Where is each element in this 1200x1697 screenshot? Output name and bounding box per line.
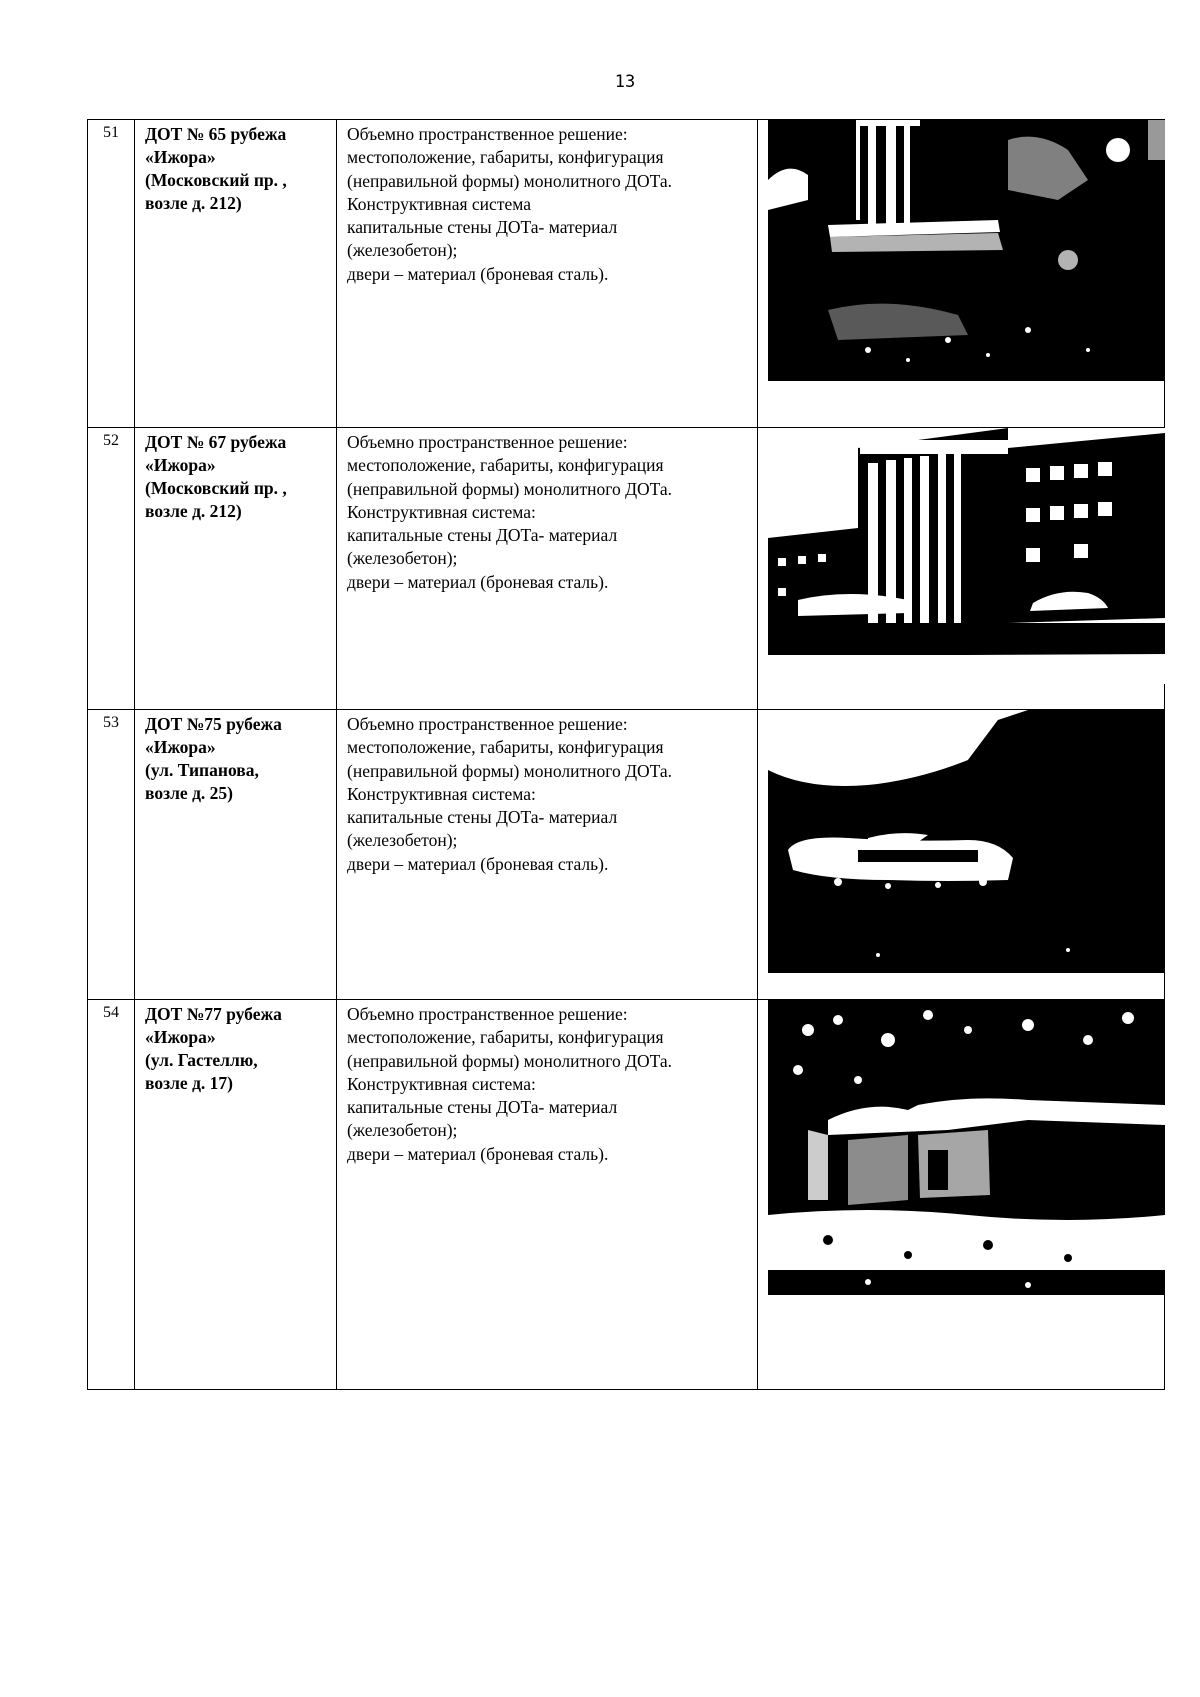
object-photo <box>768 120 1165 381</box>
name-line: ДОТ №75 рубежа <box>145 714 282 734</box>
desc-line: Объемно пространственное решение: <box>347 124 628 144</box>
desc-line: капитальные стены ДОТа- материал <box>347 525 618 546</box>
photo-cell <box>758 1000 1165 1390</box>
desc-line: двери – материал (броневая сталь). <box>347 1143 609 1164</box>
row-number: 52 <box>88 428 135 710</box>
name-line: ДОТ № 67 рубежа <box>145 432 287 452</box>
name-line: «Ижора» <box>145 147 216 167</box>
desc-line: (неправильной формы) монолитного ДОТа. <box>347 760 673 781</box>
name-line: (ул. Типанова, <box>145 760 259 780</box>
object-name <box>135 428 337 710</box>
object-photo <box>768 710 1165 973</box>
row-number: 51 <box>88 120 135 428</box>
desc-line: капитальные стены ДОТа- материал <box>347 217 618 238</box>
monuments-table <box>87 119 1165 1390</box>
desc-line: (железобетон); <box>347 240 458 261</box>
name-line: возле д. 17) <box>145 1073 234 1093</box>
name-line: (Московский пр. , <box>145 478 287 498</box>
name-line: возле д. 25) <box>145 783 234 803</box>
name-line: ДОТ №77 рубежа <box>145 1004 282 1024</box>
row-number: 54 <box>88 1000 135 1390</box>
desc-line: Объемно пространственное решение: <box>347 1004 628 1024</box>
desc-line: Конструктивная система <box>347 193 531 214</box>
desc-line: Объемно пространственное решение: <box>347 432 628 452</box>
desc-line: местоположение, габариты, конфигурация <box>347 455 664 476</box>
desc-line: местоположение, габариты, конфигурация <box>347 1027 664 1048</box>
table-row <box>88 710 1165 1000</box>
name-line: «Ижора» <box>145 455 216 475</box>
photo-cell <box>758 428 1165 710</box>
object-name <box>135 710 337 1000</box>
desc-line: (неправильной формы) монолитного ДОТа. <box>347 478 673 499</box>
table-row <box>88 428 1165 710</box>
object-name <box>135 1000 337 1390</box>
name-line: возле д. 212) <box>145 193 242 213</box>
name-line: (ул. Гастеллю, <box>145 1050 258 1070</box>
object-description <box>337 120 758 428</box>
table-row <box>88 1000 1165 1390</box>
object-description <box>337 1000 758 1390</box>
object-photo <box>768 1000 1165 1295</box>
photo-cell <box>758 120 1165 428</box>
desc-line: (неправильной формы) монолитного ДОТа. <box>347 1050 673 1071</box>
photo-cell <box>758 710 1165 1000</box>
desc-line: капитальные стены ДОТа- материал <box>347 1097 618 1118</box>
desc-line: Конструктивная система: <box>347 783 536 804</box>
desc-line: Конструктивная система: <box>347 501 536 522</box>
page-number: 13 <box>614 72 636 92</box>
name-line: «Ижора» <box>145 737 216 757</box>
desc-line: (железобетон); <box>347 830 458 851</box>
desc-line: двери – материал (броневая сталь). <box>347 853 609 874</box>
desc-line: местоположение, габариты, конфигурация <box>347 737 664 758</box>
desc-line: местоположение, габариты, конфигурация <box>347 147 664 168</box>
table-row <box>88 120 1165 428</box>
name-line: (Московский пр. , <box>145 170 287 190</box>
name-line: «Ижора» <box>145 1027 216 1047</box>
desc-line: капитальные стены ДОТа- материал <box>347 807 618 828</box>
desc-line: Конструктивная система: <box>347 1073 536 1094</box>
row-number: 53 <box>88 710 135 1000</box>
desc-line: (железобетон); <box>347 548 458 569</box>
object-name <box>135 120 337 428</box>
desc-line: (неправильной формы) монолитного ДОТа. <box>347 170 673 191</box>
object-photo <box>768 428 1165 684</box>
object-description <box>337 710 758 1000</box>
name-line: ДОТ № 65 рубежа <box>145 124 287 144</box>
object-description <box>337 428 758 710</box>
name-line: возле д. 212) <box>145 501 242 521</box>
desc-line: двери – материал (броневая сталь). <box>347 571 609 592</box>
desc-line: (железобетон); <box>347 1120 458 1141</box>
desc-line: двери – материал (броневая сталь). <box>347 263 609 284</box>
desc-line: Объемно пространственное решение: <box>347 714 628 734</box>
